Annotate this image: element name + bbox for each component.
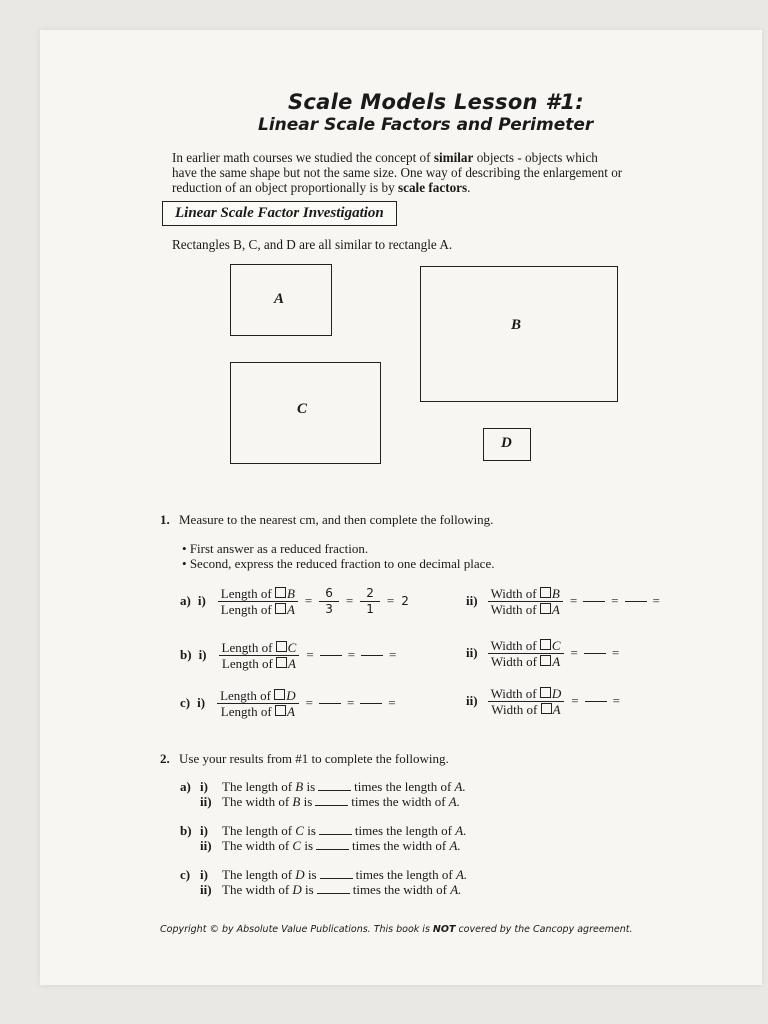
rectangle-symbol-icon: [540, 639, 551, 650]
letter: B: [295, 779, 304, 794]
ratio-fraction: [488, 638, 564, 669]
equals-sign: =: [345, 593, 354, 609]
part-label: ii): [200, 882, 212, 897]
rectangle-c: [230, 362, 381, 464]
equals-sign: =: [569, 593, 578, 609]
letter: A.: [450, 882, 462, 897]
rectangle-symbol-icon: [274, 689, 285, 700]
part-label: c): [180, 695, 191, 711]
equals-sign: =: [612, 693, 620, 709]
intro-text: In earlier math courses we studied the concept of: [172, 150, 434, 165]
q1-row-c-ii: [466, 686, 623, 717]
part-label: a): [180, 593, 191, 609]
equals-sign: =: [304, 593, 313, 609]
investigation-title: Linear Scale Factor Investigation: [175, 205, 384, 221]
sentence-text: is: [301, 838, 313, 853]
answer-blank[interactable]: [360, 703, 382, 704]
copyright-not: NOT: [432, 924, 456, 935]
part-label: i): [198, 647, 207, 663]
handwritten-numerator: 2: [360, 586, 380, 602]
investigation-title-box: [162, 201, 397, 226]
question-1-prompt: [160, 512, 493, 528]
ratio-fraction: [488, 586, 563, 617]
equals-sign: =: [652, 593, 660, 609]
rectangle-c-label: C: [297, 401, 308, 417]
question-2-prompt: [160, 751, 449, 767]
letter: C: [551, 638, 561, 653]
intro-paragraph: [172, 150, 652, 195]
q2-item-c: [180, 867, 467, 897]
rectangle-b-label: B: [511, 317, 522, 333]
equals-sign: =: [389, 647, 397, 663]
equals-sign: =: [306, 647, 314, 663]
equals-sign: =: [388, 695, 396, 711]
letter: C: [287, 640, 297, 655]
letter: A.: [449, 838, 461, 853]
answer-blank[interactable]: [317, 883, 350, 894]
equals-sign: =: [611, 645, 620, 661]
rectangle-symbol-icon: [276, 641, 287, 652]
equals-sign: =: [347, 647, 356, 663]
sentence-text: times the length of: [354, 779, 455, 794]
part-label: b): [180, 823, 192, 838]
fraction-text: Length of: [220, 602, 275, 617]
question-2-text: Use your results from #1 to complete the following.: [179, 751, 449, 766]
sentence-text: is: [304, 867, 317, 882]
part-label: ii): [466, 645, 478, 661]
letter: D: [551, 686, 562, 701]
answer-blank[interactable]: [319, 703, 341, 704]
sentence-text: The length of: [222, 867, 296, 882]
letter: A.: [454, 779, 466, 794]
rectangle-a: [230, 264, 332, 336]
sentence-text: is: [303, 823, 316, 838]
part-label: a): [180, 779, 191, 794]
fraction-text: Width of: [490, 586, 540, 601]
q2-item-b: [180, 823, 466, 853]
rectangle-symbol-icon: [275, 587, 286, 598]
letter: B: [292, 794, 301, 809]
handwritten-fraction: [319, 586, 339, 617]
letter: A: [286, 602, 295, 617]
fraction-text: Width of: [490, 638, 540, 653]
fraction-text: Width of: [490, 654, 541, 669]
page-subtitle: Linear Scale Factors and Perimeter: [258, 115, 594, 135]
sentence-text: The width of: [222, 882, 293, 897]
q2-item-a: [180, 779, 466, 809]
rectangle-symbol-icon: [540, 587, 551, 598]
equals-sign: =: [570, 645, 578, 661]
question-1-number: 1.: [160, 512, 170, 527]
part-label: i): [197, 695, 206, 711]
sentence-text: times the length of: [355, 867, 456, 882]
rectangle-d: [483, 428, 531, 461]
letter: A.: [448, 794, 460, 809]
bullet-item: Second, express the reduced fraction to one decimal place.: [189, 556, 495, 571]
letter: A: [552, 702, 561, 717]
letter: A.: [455, 823, 467, 838]
part-label: ii): [466, 593, 478, 609]
letter: A: [288, 656, 296, 671]
copyright-text: covered by the Cancopy agreement.: [455, 924, 633, 935]
fraction-text: Length of: [220, 586, 275, 601]
part-label: c): [180, 867, 191, 882]
part-label: i): [200, 779, 208, 794]
rectangle-a-label: A: [274, 291, 285, 307]
page-title: Scale Models Lesson #1:: [288, 90, 584, 114]
answer-blank[interactable]: [319, 824, 352, 835]
intro-text: objects - objects which: [473, 150, 598, 165]
intro-text: have the same shape but not the same size. One way of describing the enlargement or: [172, 165, 623, 180]
answer-blank[interactable]: [585, 701, 607, 702]
fraction-text: Width of: [491, 702, 541, 717]
fraction-text: Length of: [221, 640, 276, 655]
q1-row-a-ii: [466, 586, 663, 617]
sentence-text: The length of: [222, 779, 296, 794]
answer-blank[interactable]: [361, 655, 383, 656]
handwritten-result: 2: [401, 594, 409, 609]
part-label: ii): [200, 838, 212, 853]
handwritten-denominator: 3: [325, 602, 333, 616]
part-label: i): [200, 867, 208, 882]
answer-blank[interactable]: [318, 780, 351, 791]
bullet-item: First answer as a reduced fraction.: [189, 541, 369, 556]
copyright-notice: [160, 924, 633, 935]
fraction-text: Length of: [220, 704, 275, 719]
similar-statement-text: Rectangles B, C, and D are all similar to rectangle A.: [172, 237, 453, 252]
part-label: ii): [466, 693, 478, 709]
letter: B: [551, 586, 560, 601]
ratio-fraction: [488, 686, 565, 717]
rectangle-symbol-icon: [276, 657, 287, 668]
answer-blank[interactable]: [320, 868, 353, 879]
sentence-text: The length of: [222, 823, 296, 838]
sentence-text: is: [301, 882, 314, 897]
equals-sign: =: [611, 593, 619, 609]
sentence-text: is: [303, 779, 316, 794]
question-1-bullets: • First answer as a reduced fraction. • Second, express the reduced fraction to one decimal place.: [182, 541, 495, 571]
intro-bold-similar: similar: [433, 150, 474, 165]
answer-blank[interactable]: [316, 839, 349, 850]
sentence-text: The width of: [222, 794, 293, 809]
letter: D: [286, 688, 296, 703]
handwritten-fraction: [360, 586, 380, 617]
ratio-fraction: [219, 640, 300, 671]
answer-blank[interactable]: [315, 795, 348, 806]
letter: A: [551, 602, 560, 617]
rectangle-d-label: D: [501, 435, 512, 451]
letter: C: [292, 838, 302, 853]
ratio-fraction: [218, 586, 298, 617]
equals-sign: =: [346, 695, 355, 711]
letter: A: [286, 704, 295, 719]
copyright-text: Copyright © by Absolute Value Publications. This book is: [160, 924, 433, 935]
fraction-text: Width of: [490, 686, 540, 701]
similar-statement: [172, 237, 452, 252]
part-label: ii): [200, 794, 212, 809]
letter: D: [292, 882, 302, 897]
part-label: i): [197, 593, 206, 609]
rectangle-symbol-icon: [275, 603, 286, 614]
q1-row-b-i: [180, 640, 399, 671]
q1-row-b-ii: [466, 638, 622, 669]
answer-blank[interactable]: [583, 601, 605, 602]
answer-blank[interactable]: [320, 655, 342, 656]
equals-sign: =: [386, 593, 395, 609]
rectangle-symbol-icon: [541, 703, 552, 714]
sentence-text: times the width of: [352, 838, 450, 853]
rectangle-b: [420, 266, 618, 402]
rectangle-symbol-icon: [540, 687, 551, 698]
sentence-text: times the width of: [351, 794, 449, 809]
fraction-text: Width of: [490, 602, 540, 617]
handwritten-denominator: 1: [366, 602, 374, 616]
question-1-text: Measure to the nearest cm, and then complete the following.: [179, 512, 494, 527]
q1-row-a-i: [180, 586, 409, 617]
sentence-text: times the width of: [352, 882, 451, 897]
sentence-text: The width of: [222, 838, 293, 853]
handwritten-numerator: 6: [319, 586, 339, 602]
q1-row-c-i: [180, 688, 399, 719]
equals-sign: =: [571, 693, 579, 709]
sentence-text: times the length of: [354, 823, 456, 838]
question-2-number: 2.: [160, 751, 170, 766]
letter: A.: [455, 867, 468, 882]
rectangle-symbol-icon: [540, 655, 551, 666]
equals-sign: =: [305, 695, 313, 711]
intro-bold-scale-factors: scale factors: [397, 180, 468, 195]
ratio-fraction: [217, 688, 299, 719]
intro-text: .: [467, 180, 471, 195]
part-label: i): [200, 823, 208, 838]
fraction-text: Length of: [221, 656, 277, 671]
letter: C: [295, 823, 304, 838]
sentence-text: is: [300, 794, 313, 809]
rectangle-symbol-icon: [540, 603, 551, 614]
part-label: b): [180, 647, 192, 663]
letter: B: [286, 586, 295, 601]
answer-blank[interactable]: [625, 601, 647, 602]
answer-blank[interactable]: [584, 653, 606, 654]
letter: A: [552, 654, 561, 669]
letter: D: [295, 867, 305, 882]
fraction-text: Length of: [220, 688, 275, 703]
intro-text: reduction of an object proportionally is by: [172, 180, 398, 195]
rectangle-symbol-icon: [275, 705, 286, 716]
